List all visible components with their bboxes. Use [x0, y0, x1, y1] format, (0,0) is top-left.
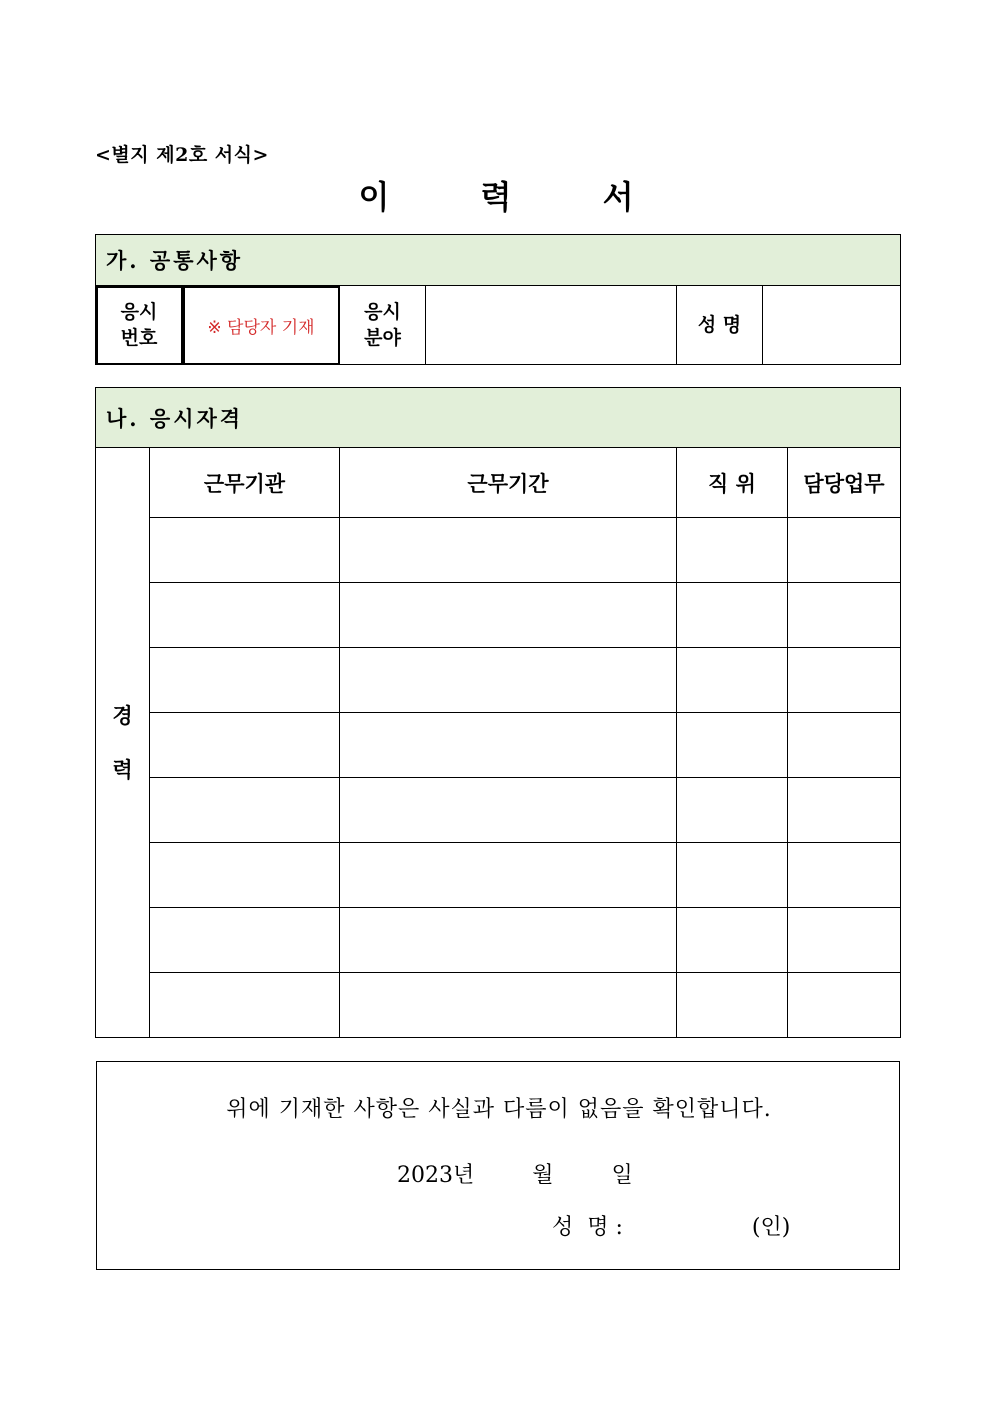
name-input[interactable]	[763, 286, 901, 365]
period-cell[interactable]	[340, 648, 677, 713]
staff-entry-note: ※ 담당자 기재	[207, 317, 315, 338]
period-cell[interactable]	[340, 713, 677, 778]
date-day: 일	[611, 1163, 633, 1188]
exam-field-label-line1: 응시	[364, 301, 401, 323]
section-a-heading: 가. 공통사항	[96, 235, 901, 286]
table-row	[96, 973, 901, 1038]
institution-cell[interactable]	[150, 583, 340, 648]
duties-cell[interactable]	[788, 778, 901, 843]
table-row	[96, 843, 901, 908]
signature-line	[552, 1210, 790, 1241]
signature-label: 성 명 :	[552, 1215, 623, 1240]
date-year: 2023년	[397, 1163, 475, 1188]
period-cell[interactable]	[340, 973, 677, 1038]
institution-cell[interactable]	[150, 843, 340, 908]
duties-cell[interactable]	[788, 908, 901, 973]
career-label-char-1: 경	[112, 702, 133, 728]
declaration-box	[96, 1061, 900, 1270]
duties-cell[interactable]	[788, 713, 901, 778]
duties-cell[interactable]	[788, 583, 901, 648]
position-cell[interactable]	[677, 908, 788, 973]
duties-cell[interactable]	[788, 648, 901, 713]
name-label: 성 명	[677, 286, 763, 365]
form-number-label: <별지 제2호 서식>	[95, 144, 269, 166]
seal-mark: (인)	[751, 1215, 791, 1240]
position-cell[interactable]	[677, 648, 788, 713]
title-char-3: 서	[602, 178, 634, 216]
institution-cell[interactable]	[150, 648, 340, 713]
institution-cell[interactable]	[150, 713, 340, 778]
period-cell[interactable]	[340, 518, 677, 583]
date-month: 월	[532, 1163, 554, 1188]
qualification-table	[95, 387, 901, 1038]
duties-cell[interactable]	[788, 518, 901, 583]
exam-field-input[interactable]	[426, 286, 677, 365]
table-row	[96, 713, 901, 778]
duties-cell[interactable]	[788, 843, 901, 908]
section-b-heading: 나. 응시자격	[96, 388, 901, 448]
declaration-date	[397, 1158, 633, 1189]
table-row	[96, 778, 901, 843]
column-header-position: 직 위	[677, 448, 788, 518]
exam-number-label-line1: 응시	[120, 301, 158, 323]
exam-number-field[interactable]	[183, 286, 340, 365]
period-cell[interactable]	[340, 583, 677, 648]
period-cell[interactable]	[340, 843, 677, 908]
position-cell[interactable]	[677, 843, 788, 908]
period-cell[interactable]	[340, 778, 677, 843]
institution-cell[interactable]	[150, 908, 340, 973]
exam-number-label	[96, 286, 183, 365]
table-row	[96, 648, 901, 713]
page-title	[0, 172, 992, 218]
title-char-1: 이	[358, 178, 390, 216]
table-row	[96, 583, 901, 648]
common-info-table	[95, 234, 901, 365]
exam-field-label-line2: 분야	[364, 327, 401, 349]
column-header-period: 근무기간	[340, 448, 677, 518]
table-row	[96, 908, 901, 973]
title-char-2: 력	[480, 178, 512, 216]
institution-cell[interactable]	[150, 778, 340, 843]
duties-cell[interactable]	[788, 973, 901, 1038]
exam-field-label	[340, 286, 426, 365]
career-label-char-2: 력	[112, 756, 133, 782]
column-header-institution: 근무기관	[150, 448, 340, 518]
exam-number-label-line2: 번호	[120, 327, 158, 349]
position-cell[interactable]	[677, 973, 788, 1038]
career-side-label	[96, 448, 150, 1038]
table-row	[96, 518, 901, 583]
institution-cell[interactable]	[150, 518, 340, 583]
institution-cell[interactable]	[150, 973, 340, 1038]
declaration-statement: 위에 기재한 사항은 사실과 다름이 없음을 확인합니다.	[226, 1097, 772, 1122]
position-cell[interactable]	[677, 778, 788, 843]
period-cell[interactable]	[340, 908, 677, 973]
position-cell[interactable]	[677, 518, 788, 583]
position-cell[interactable]	[677, 713, 788, 778]
column-header-duties: 담당업무	[788, 448, 901, 518]
position-cell[interactable]	[677, 583, 788, 648]
